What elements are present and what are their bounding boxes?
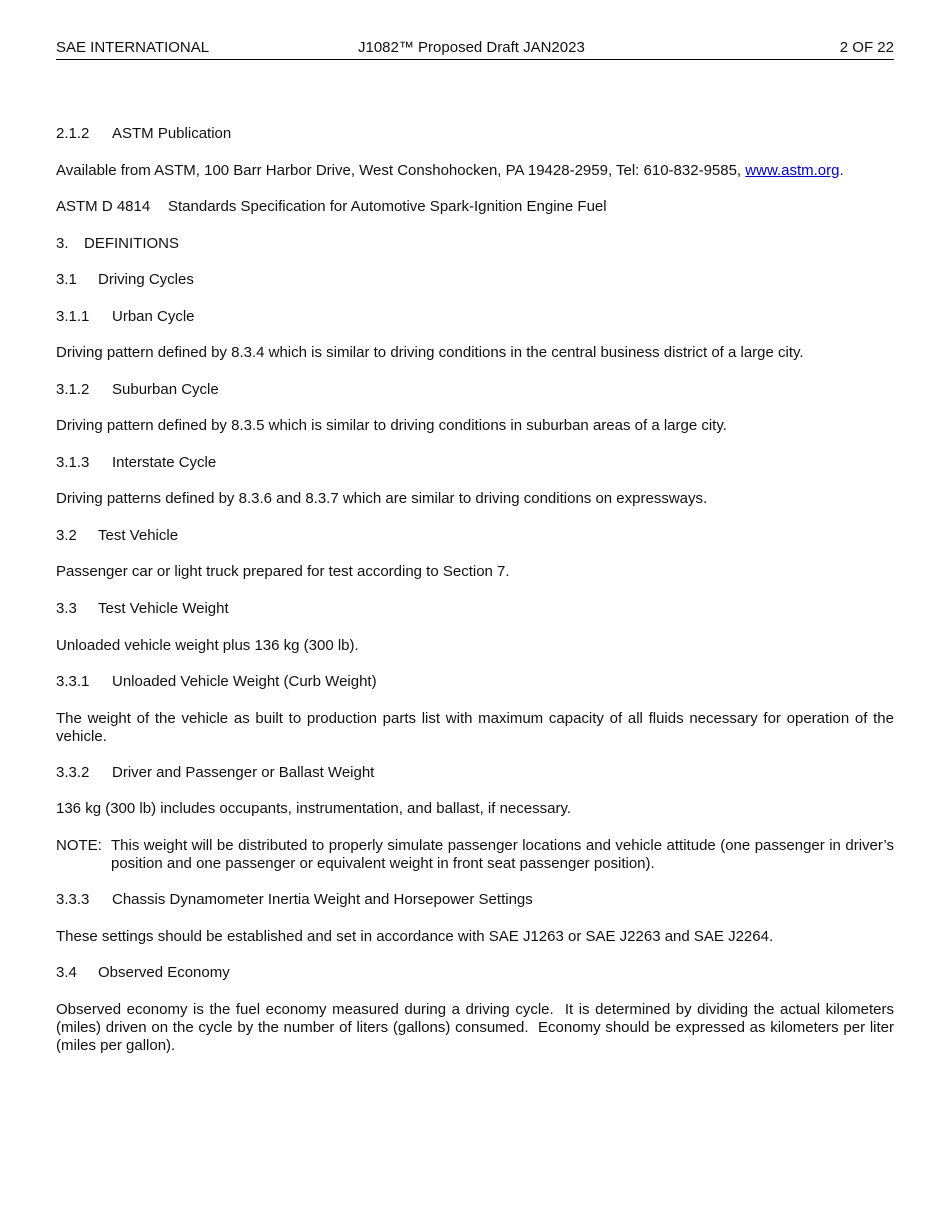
section-3-1-2-body: Driving pattern defined by 8.3.5 which is similar to driving conditions in suburban areas of a large city. — [56, 417, 727, 434]
section-3-1-2-heading — [56, 381, 894, 399]
section-title: Driver and Passenger or Ballast Weight — [112, 764, 375, 781]
reference-title: Standards Specification for Automotive Spark-Ignition Engine Fuel — [168, 198, 607, 215]
astm-link[interactable]: www.astm.org — [745, 162, 840, 179]
section-number: 3.4 — [56, 964, 77, 981]
section-3-1-heading — [56, 271, 894, 289]
section-number: 3.3.2 — [56, 764, 90, 781]
note-label: NOTE: — [56, 837, 102, 854]
section-3-3-3-heading — [56, 891, 894, 909]
section-number: 3.1 — [56, 271, 77, 288]
section-number: 3.2 — [56, 527, 77, 544]
astm-availability-end: . — [839, 162, 844, 179]
section-number: 3.1.1 — [56, 308, 90, 325]
section-title: Interstate Cycle — [112, 454, 217, 471]
section-3-3-2-body: 136 kg (300 lb) includes occupants, instrumentation, and ballast, if necessary. — [56, 800, 572, 817]
header-org: SAE INTERNATIONAL — [56, 39, 210, 56]
section-number: 3.1.2 — [56, 381, 90, 398]
section-3-2-heading — [56, 527, 894, 545]
section-number: 3.3 — [56, 600, 77, 617]
astm-d4814-reference — [56, 198, 894, 216]
section-3-1-1-body: Driving pattern defined by 8.3.4 which is similar to driving conditions in the central business district of a large city. — [56, 344, 804, 361]
section-3-3-1-body: The weight of the vehicle as built to production parts list with maximum capacity of all fluids necessary for operation of the vehicle. — [56, 710, 894, 745]
section-3-3-3-body: These settings should be established and set in accordance with SAE J1263 or SAE J2263 and SAE J2264. — [56, 928, 774, 945]
section-3-3-body: Unloaded vehicle weight plus 136 kg (300 lb). — [56, 637, 359, 654]
section-3-1-3-body: Driving patterns defined by 8.3.6 and 8.3.7 which are similar to driving conditions on expressways. — [56, 490, 708, 507]
section-title: Chassis Dynamometer Inertia Weight and Horsepower Settings — [112, 891, 533, 908]
section-3-4-heading — [56, 964, 894, 982]
note-text: This weight will be distributed to properly simulate passenger locations and vehicle attitude (one passenger in driver’s position and one passenger or equivalent weight in front seat passenger position). — [111, 837, 894, 872]
section-title: Suburban Cycle — [112, 381, 219, 398]
section-number: 3.3.1 — [56, 673, 90, 690]
astm-availability — [56, 162, 894, 180]
section-title: Test Vehicle — [98, 527, 179, 544]
section-3-heading — [56, 235, 894, 253]
page-header — [56, 38, 894, 60]
section-3-1-3-heading — [56, 454, 894, 472]
section-2-1-2-heading — [56, 125, 894, 143]
section-3-3-2-heading — [56, 764, 894, 782]
section-title: Unloaded Vehicle Weight (Curb Weight) — [112, 673, 377, 690]
astm-availability-text: Available from ASTM, 100 Barr Harbor Drive, West Conshohocken, PA 19428-2959, Tel: 610-832-9585, — [56, 162, 746, 179]
section-number: 3. — [56, 235, 69, 252]
note-block — [56, 837, 894, 873]
section-3-3-1-heading — [56, 673, 894, 691]
section-3-3-heading — [56, 600, 894, 618]
section-title: Test Vehicle Weight — [98, 600, 229, 617]
section-title: Driving Cycles — [98, 271, 194, 288]
section-title: ASTM Publication — [112, 125, 232, 142]
section-number: 3.1.3 — [56, 454, 90, 471]
reference-number: ASTM D 4814 — [56, 198, 151, 215]
header-page-number: 2 OF 22 — [839, 39, 894, 56]
section-3-2-body: Passenger car or light truck prepared for test according to Section 7. — [56, 563, 510, 580]
section-title: DEFINITIONS — [84, 235, 180, 252]
section-3-1-1-heading — [56, 308, 894, 326]
section-3-4-body: Observed economy is the fuel economy measured during a driving cycle. It is determined by dividing the actual kilometers (miles) driven on the cycle by the number of liters (gallons) consumed. Economy should be expressed as kilometers per liter (miles per gallon). — [56, 1001, 899, 1054]
section-number: 2.1.2 — [56, 125, 90, 142]
section-number: 3.3.3 — [56, 891, 90, 908]
section-title: Observed Economy — [98, 964, 230, 981]
section-title: Urban Cycle — [112, 308, 195, 325]
header-doc-id: J1082™ Proposed Draft JAN2023 — [358, 39, 585, 56]
